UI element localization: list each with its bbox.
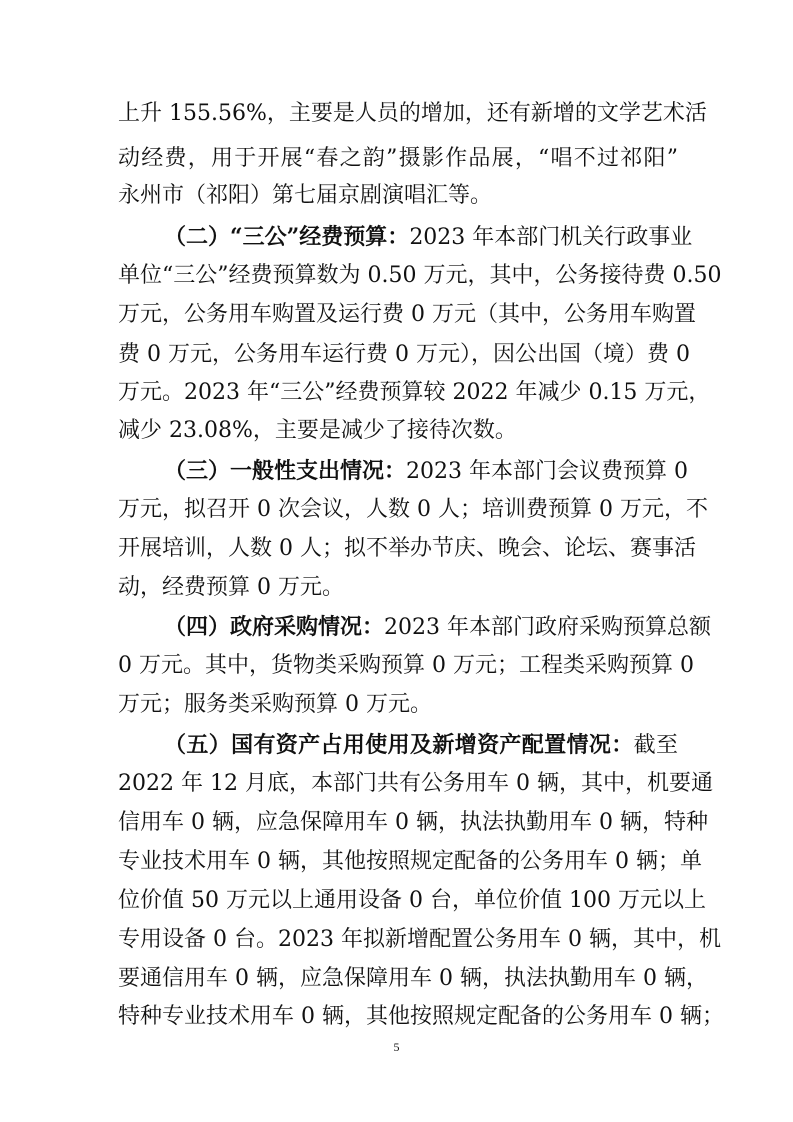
p4-line-2: 0 万元。其中，货物类采购预算 0 万元；工程类采购预算 0 [118, 653, 694, 678]
p3-line-4: 动，经费预算 0 万元。 [118, 575, 344, 600]
p2-line-2: 单位“三公”经费预算数为 0.50 万元，其中，公务接待费 0.50 [118, 263, 722, 288]
p4-line-1-text: 2023 年本部门政府采购预算总额 [384, 615, 711, 640]
p3-line-3: 开展培训，人数 0 人；拟不举办节庆、晚会、论坛、赛事活 [118, 536, 696, 561]
section-heading-procurement: （四）政府采购情况： [164, 614, 385, 640]
section-heading-state-assets: （五）国有资产占用使用及新增资产配置情况： [164, 732, 634, 758]
p3-line-2: 万元，拟召开 0 次会议，人数 0 人；培训费预算 0 万元，不 [118, 497, 708, 522]
p2-line-1 [164, 222, 693, 253]
p2-line-3: 万元，公务用车购置及运行费 0 万元（其中，公务用车购置 [118, 302, 696, 327]
page-number: 5 [393, 1040, 400, 1054]
p3-line-1 [164, 456, 688, 487]
p5-line-2: 2022 年 12 月底，本部门共有公务用车 0 辆，其中，机要通 [118, 771, 713, 796]
p5-line-8: 特种专业技术用车 0 辆，其他按照规定配备的公务用车 0 辆； [118, 1004, 724, 1029]
p5-line-7: 要通信用车 0 辆，应急保障用车 0 辆，执法执勤用车 0 辆， [118, 966, 708, 991]
p5-line-5: 位价值 50 万元以上通用设备 0 台，单位价值 100 万元以上 [118, 888, 706, 913]
p2-line-5: 万元。2023 年“三公”经费预算较 2022 年减少 0.15 万元， [118, 380, 711, 405]
section-heading-sangong: （二）“三公”经费预算： [164, 224, 410, 250]
p4-line-1 [164, 612, 711, 643]
p5-line-1-text: 截至 [633, 733, 678, 758]
p3-line-1-text: 2023 年本部门会议费预算 0 [406, 459, 688, 484]
p2-line-4: 费 0 万元，公务用车运行费 0 万元），因公出国（境）费 0 [118, 342, 690, 367]
section-heading-general-expense: （三）一般性支出情况： [164, 458, 407, 484]
p2-line-6: 减少 23.08%，主要是减少了接待次数。 [118, 418, 517, 443]
p2-line-1-text: 2023 年本部门机关行政事业 [409, 225, 693, 250]
p5-line-6: 专用设备 0 台。2023 年拟新增配置公务用车 0 辆，其中，机 [118, 927, 721, 952]
p4-line-3: 万元；服务类采购预算 0 万元。 [118, 692, 432, 717]
p1-line-2: 动经费，用于开展“春之韵”摄影作品展，“唱不过祁阳” [118, 146, 678, 171]
p5-line-3: 信用车 0 辆，应急保障用车 0 辆，执法执勤用车 0 辆，特种 [118, 810, 708, 835]
p1-line-3: 永州市（祁阳）第七届京剧演唱汇等。 [118, 183, 493, 208]
p5-line-4: 专业技术用车 0 辆，其他按照规定配备的公务用车 0 辆；单 [118, 849, 702, 874]
p5-line-1 [164, 730, 678, 761]
p1-line-1: 上升 155.56%，主要是人员的增加，还有新增的文学艺术活 [118, 101, 707, 126]
